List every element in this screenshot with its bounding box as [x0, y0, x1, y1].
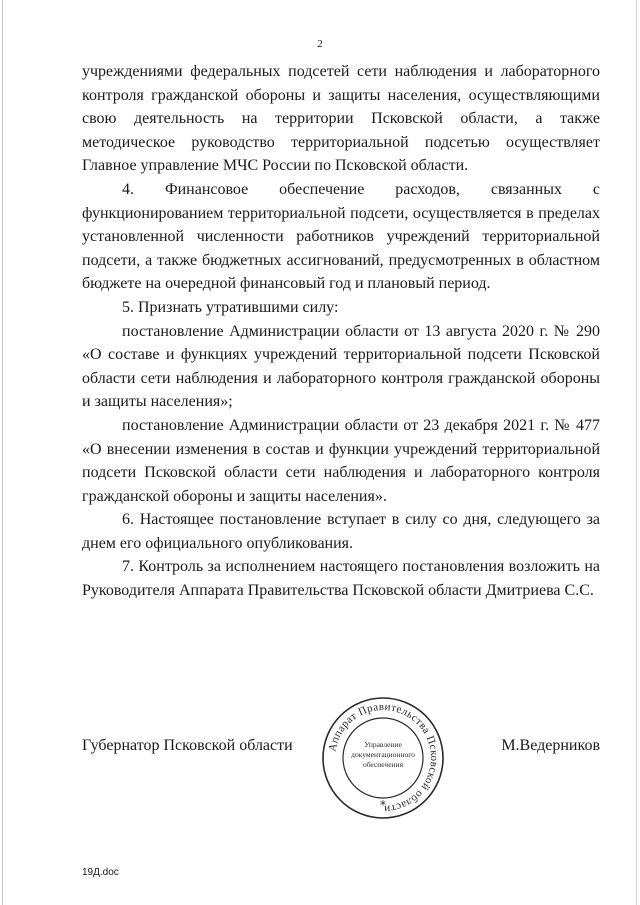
signatory-position: Губернатор Псковской области	[82, 737, 293, 754]
signatory-name: М.Ведерников	[501, 737, 600, 754]
paragraph-5-repeal: 5. Признать утратившими силу:	[122, 298, 339, 316]
footer-filename: 19Д.doc	[82, 867, 119, 878]
repealed-resolution-290: постановление Администрации области от 13 августа 2020 г. № 290 «О составе и функциях учреждений территориальной подсети Псковской области сети наблюдения и лабораторного контроля гражданской обороны и защиты населения»;	[82, 322, 600, 411]
paragraph-4-financing: 4. Финансовое обеспечение расходов, связанных с функционированием территориальной подсети, осуществляется в пределах установленной численности работников учреждений территориальной подсети, а также бюджетных ассигнований, предусмотренных в областном бюджете на очередной финансовый год и плановый период.	[82, 180, 600, 293]
page-edge-left	[2, 0, 3, 905]
seal-center-line-3: обеспечения	[362, 760, 404, 769]
page-number: 2	[317, 38, 323, 50]
paragraph-continuation: учреждениями федеральных подсетей сети наблюдения и лабораторного контроля гражданской обороны и защиты населения, осуществляющими свою деятельность на территории Псковской области, а также методическое руководство территориальной подсетью осуществляет Главное управление МЧС России по Псковской области.	[82, 63, 600, 175]
paragraph-7-control: 7. Контроль за исполнением настоящего постановления возложить на Руководителя Аппарата Правительства Псковской области Дмитриева С.С.	[82, 558, 600, 600]
seal-center-line-1: Управление	[364, 740, 402, 749]
repealed-resolution-477: постановление Администрации области от 23 декабря 2021 г. № 477 «О внесении изменения в состав и функции учреждений территориальной подсети Псковской области сети наблюдения и лабораторного контроля гражданской обороны и защиты населения».	[82, 416, 600, 505]
seal-center-line-2: документационного	[351, 750, 415, 759]
seal-star-icon: *	[380, 798, 386, 812]
seal-graphic	[320, 695, 446, 821]
official-seal	[320, 695, 446, 821]
paragraph-6-effective: 6. Настоящее постановление вступает в силу со дня, следующего за днем его официального опубликования.	[82, 511, 600, 552]
page-edge-right	[636, 0, 637, 905]
seal-ring-text: Аппарат Правительства Псковской области	[326, 700, 441, 816]
document-body	[82, 60, 600, 603]
